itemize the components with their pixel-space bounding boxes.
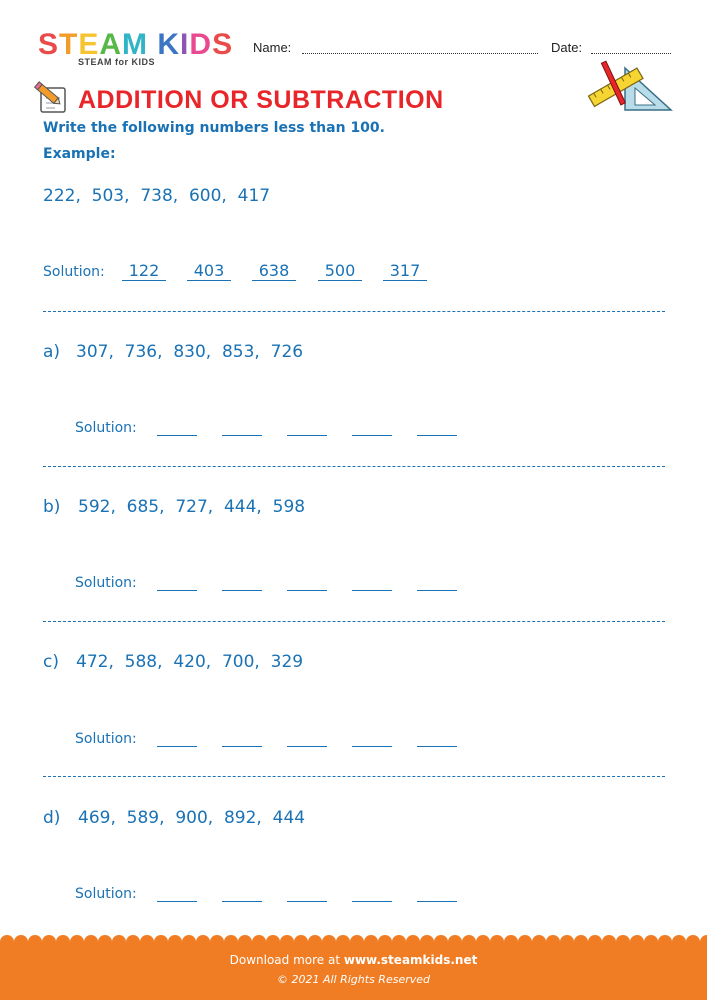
problem-letter-d: d)	[43, 808, 61, 828]
logo-letter: S	[212, 28, 234, 61]
example-answer: 638	[252, 262, 296, 281]
worksheet-title: ADDITION OR SUBTRACTION	[78, 86, 444, 114]
footer-copyright: © 2021 All Rights Reserved	[276, 973, 430, 986]
name-field[interactable]	[302, 53, 538, 54]
footer-download-prefix: Download more at	[229, 953, 341, 967]
example-solution-label: Solution:	[43, 264, 105, 280]
answer-blank[interactable]	[417, 435, 457, 436]
answer-blank[interactable]	[352, 746, 392, 747]
logo-letter: K	[157, 28, 181, 61]
problem-c-numbers: 472, 588, 420, 700, 329	[76, 652, 304, 672]
problem-a-numbers: 307, 736, 830, 853, 726	[76, 342, 304, 362]
instruction-text: Write the following numbers less than 100.	[43, 120, 385, 136]
footer-bar	[0, 945, 707, 1000]
example-answer: 122	[122, 262, 166, 281]
date-label: Date:	[551, 40, 583, 55]
footer-site-link[interactable]: www.steamkids.net	[343, 953, 478, 967]
answer-blank[interactable]	[287, 901, 327, 902]
answer-blank[interactable]	[157, 590, 197, 591]
answer-blank[interactable]	[352, 435, 392, 436]
example-numbers: 222, 503, 738, 600, 417	[43, 186, 271, 206]
answer-blank[interactable]	[287, 435, 327, 436]
problem-letter-c: c)	[43, 652, 59, 672]
answer-blank[interactable]	[352, 901, 392, 902]
logo-letter: D	[189, 28, 213, 61]
answer-blank[interactable]	[222, 746, 262, 747]
answer-blank[interactable]	[157, 746, 197, 747]
footer-download	[0, 953, 707, 967]
example-answer: 500	[318, 262, 362, 281]
answer-blank[interactable]	[157, 435, 197, 436]
answer-blank[interactable]	[222, 590, 262, 591]
problem-c-solution-label: Solution:	[75, 731, 137, 747]
answer-blank[interactable]	[287, 590, 327, 591]
logo-subtitle: STEAM for KIDS	[78, 57, 156, 67]
example-answer: 317	[383, 262, 427, 281]
example-answer: 403	[187, 262, 231, 281]
answer-blank[interactable]	[417, 746, 457, 747]
problem-letter-b: b)	[43, 497, 61, 517]
problem-letter-a: a)	[43, 342, 61, 362]
answer-blank[interactable]	[157, 901, 197, 902]
answer-blank[interactable]	[352, 590, 392, 591]
logo-letter: S	[38, 28, 60, 61]
logo-letter: M	[122, 28, 149, 61]
answer-blank[interactable]	[417, 590, 457, 591]
name-label: Name:	[253, 40, 292, 55]
answer-blank[interactable]	[287, 746, 327, 747]
ruler-set-square-icon	[585, 60, 675, 120]
section-divider	[43, 311, 665, 312]
problem-b-numbers: 592, 685, 727, 444, 598	[78, 497, 306, 517]
logo-letter	[148, 30, 157, 60]
section-divider	[43, 776, 665, 777]
problem-b-solution-label: Solution:	[75, 575, 137, 591]
answer-blank[interactable]	[222, 435, 262, 436]
problem-d-solution-label: Solution:	[75, 886, 137, 902]
section-divider	[43, 466, 665, 467]
answer-blank[interactable]	[222, 901, 262, 902]
logo-letter: T	[59, 28, 79, 61]
date-field[interactable]	[591, 53, 671, 54]
example-label: Example:	[43, 146, 116, 162]
logo-letter: I	[180, 28, 190, 61]
problem-a-solution-label: Solution:	[75, 420, 137, 436]
logo-letter: A	[99, 28, 123, 61]
worksheet-pencil-icon	[33, 80, 73, 116]
answer-blank[interactable]	[417, 901, 457, 902]
section-divider	[43, 621, 665, 622]
logo-letter: E	[78, 28, 100, 61]
problem-d-numbers: 469, 589, 900, 892, 444	[78, 808, 306, 828]
steam-kids-logo	[38, 30, 233, 60]
